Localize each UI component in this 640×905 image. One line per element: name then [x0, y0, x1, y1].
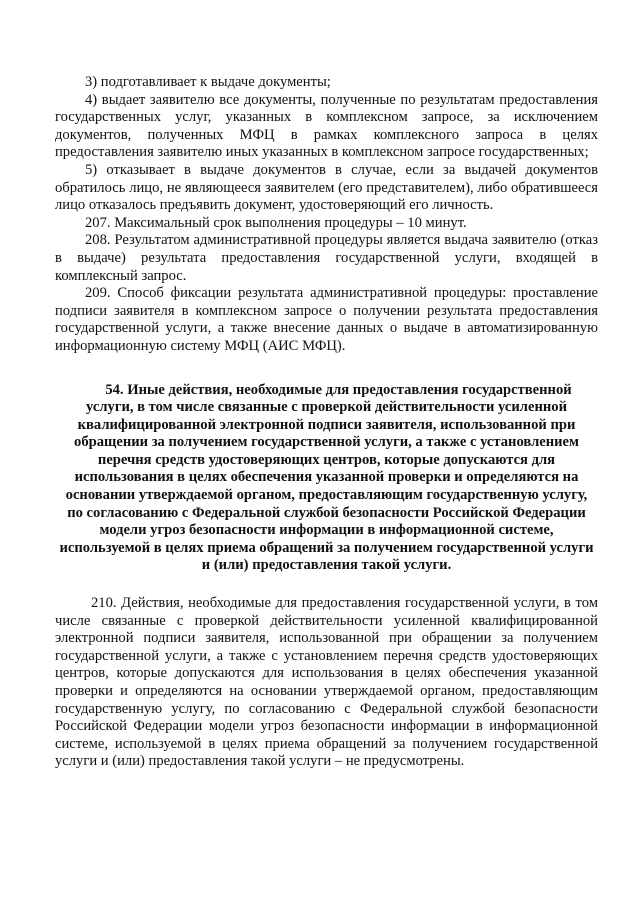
paragraph-207: 207. Максимальный срок выполнения процедуры – 10 минут.	[85, 214, 467, 231]
list-item-3: 3) подготавливает к выдаче документы;	[85, 74, 331, 90]
paragraph-209: 209. Способ фиксации результата административной процедуры: проставление подписи заявителя в комплексном запросе о получении результата предоставления государственной услуги, а также внесение данных о выдаче в автоматизированную информационную систему МФЦ (АИС МФЦ).	[55, 285, 598, 354]
section-heading-54	[55, 382, 598, 576]
paragraph-208: 208. Результатом административной процедуры является выдача заявителю (отказ в выдаче) результата предоставления государственной услуги, входящей в комплексный запрос.	[55, 232, 598, 284]
paragraph-210: 210. Действия, необходимые для предоставления государственной услуги, в том числе связанные с проверкой действительности усиленной квалифицированной электронной подписи заявителя, использованной при обращении за получением государственной услуги, а также с установлением перечня средств удостоверяющих центров, которые допускаются для использования в целях обеспечения указанной проверки и определяются на основании утверждаемой органом, предоставляющим государственную услугу, по согласованию с Федеральной службой безопасности Российской Федерации модели угроз безопасности информации в информационной системе, используемой в целях приема обращений за получением государственной услуги и (или) предоставления такой услуги – не предусмотрены.	[55, 595, 598, 770]
list-item-4: 4) выдает заявителю все документы, полученные по результатам предоставления государственных услуг, указанных в комплексном запросе, за исключением документов, полученных МФЦ в рамках комплексного запроса в целях предоставления заявителю иных указанных в комплексном запросе государственных;	[55, 91, 598, 161]
list-item-5: 5) отказывает в выдаче документов в случае, если за выдачей документов обратилось лицо, не являющееся заявителем (его представителем), либо обратившееся лицо отказалось предъявить документ, удостоверяющий его личность.	[55, 161, 598, 214]
document-page	[55, 74, 598, 771]
section-heading-text: 54. Иные действия, необходимые для предоставления государственной услуги, в том числе связанные с проверкой действительности усиленной квалифицированной электронной подписи заявителя, использованной при обращении за получением государственной услуги, а также с установлением перечня средств удостоверяющих центров, которые допускаются для использования в целях обеспечения указанной проверки и определяются на основании утверждаемой органом, предоставляющим государственную услугу, по согласованию с Федеральной службой безопасности Российской Федерации модели угроз безопасности информации в информационной системе, используемой в целях приема обращений за получением государственной услуги и (или) предоставления такой услуги.	[59, 381, 594, 574]
